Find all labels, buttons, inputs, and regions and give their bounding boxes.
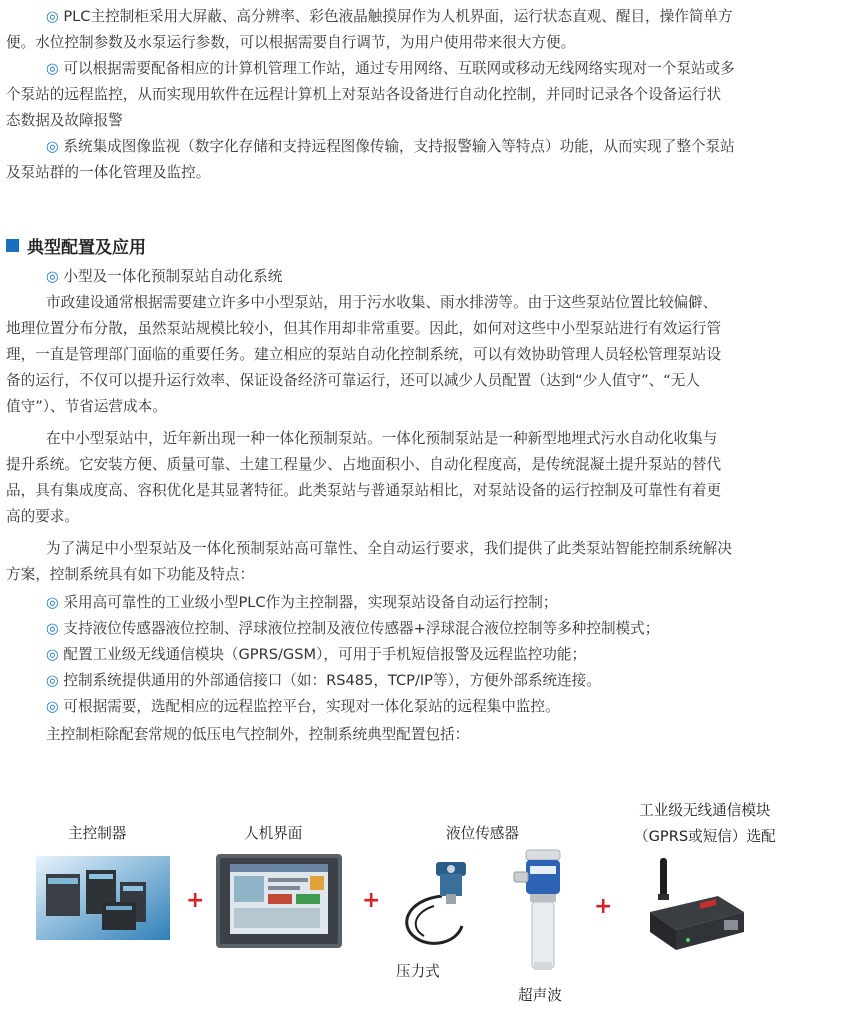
section-subtitle: ◎ 小型及一体化预制泵站自动化系统 bbox=[46, 268, 283, 285]
feature-item: ◎ 采用高可靠性的工业级小型PLC作为主控制器，实现泵站设备自动运行控制； bbox=[46, 594, 558, 611]
section-paragraph-2 bbox=[6, 426, 842, 530]
hmi-touchscreen-image bbox=[214, 852, 344, 950]
wireless-module-image bbox=[640, 856, 754, 960]
plus-icon: + bbox=[362, 888, 381, 913]
level-sensor-caption: 液位传感器 bbox=[446, 825, 519, 842]
feature-item: ◎ 控制系统提供通用的外部通信接口（如：RS485，TCP/IP等），方便外部系统连接。 bbox=[46, 672, 601, 689]
hmi-caption: 人机界面 bbox=[244, 825, 303, 842]
main-controller-caption: 主控制器 bbox=[68, 825, 127, 842]
heading-square-icon bbox=[6, 239, 19, 252]
section-p2-line-4: 高的要求。 bbox=[6, 508, 79, 525]
intro-p1-line-2: 便。水位控制参数及水泵运行参数，可以根据需要自行调节，为用户使用带来很大方便。 bbox=[6, 34, 576, 51]
section-paragraph-3 bbox=[6, 536, 842, 588]
section-p2-line-2: 提升系统。它安装方便、质量可靠、土建工程量少、占地面积小、自动化程度高，是传统混凝土提升泵站的替代 bbox=[6, 456, 722, 473]
plc-controller-image bbox=[36, 856, 170, 940]
section-p2-line-3: 品，具有集成度高、容积优化是其显著特征。此类泵站与普通泵站相比，对泵站设备的运行控制及可靠性有着更 bbox=[6, 482, 722, 499]
plus-icon: + bbox=[594, 894, 613, 919]
wireless-caption-line-2: （GPRS或短信）选配 bbox=[634, 828, 776, 845]
bullet-icon: ◎ bbox=[46, 698, 59, 715]
pressure-type-caption: 压力式 bbox=[396, 963, 440, 980]
intro-p3-line-2: 及泵站群的一体化管理及监控。 bbox=[6, 164, 211, 181]
bullet-icon: ◎ bbox=[46, 138, 59, 155]
section-p3-line-2: 方案，控制系统具有如下功能及特点： bbox=[6, 566, 255, 583]
section-p1-line-4: 备的运行，不仅可以提升运行效率、保证设备经济可靠运行，还可以减少人员配置（达到“少人值守”、“无人 bbox=[6, 372, 700, 389]
plus-icon: + bbox=[186, 888, 205, 913]
section-p3-line-1: 为了满足中小型泵站及一体化预制泵站高可靠性、全自动运行要求，我们提供了此类泵站智能控制系统解决 bbox=[46, 540, 732, 557]
section-paragraph-1 bbox=[6, 290, 842, 420]
intro-paragraph-2 bbox=[6, 56, 842, 134]
intro-p3-line-1: ◎ 系统集成图像监视（数字化存储和支持远程图像传输，支持报警输入等特点）功能，从而实现了整个泵站 bbox=[46, 138, 735, 155]
bullet-icon: ◎ bbox=[46, 268, 59, 285]
bullet-icon: ◎ bbox=[46, 620, 59, 637]
wireless-module-caption bbox=[634, 798, 776, 850]
feature-item: ◎ 支持液位传感器液位控制、浮球液位控制及液位传感器+浮球混合液位控制等多种控制模式； bbox=[46, 620, 660, 637]
section-p1-line-1: 市政建设通常根据需要建立许多中小型泵站，用于污水收集、雨水排涝等。由于这些泵站位置比较偏僻、 bbox=[46, 294, 718, 311]
config-intro-text: 主控制柜除配套常规的低压电气控制外，控制系统典型配置包括： bbox=[46, 726, 470, 743]
bullet-icon: ◎ bbox=[46, 672, 59, 689]
bullet-icon: ◎ bbox=[46, 594, 59, 611]
intro-p1-line-1: ◎ PLC主控制柜采用大屏蔽、高分辨率、彩色液晶触摸屏作为人机界面，运行状态直观、醒目，操作简单方 bbox=[46, 8, 733, 25]
feature-item: ◎ 可根据需要，选配相应的远程监控平台，实现对一体化泵站的远程集中监控。 bbox=[46, 698, 560, 715]
bullet-icon: ◎ bbox=[46, 8, 59, 25]
ultrasonic-sensor-image bbox=[512, 848, 572, 974]
pressure-sensor-image bbox=[396, 856, 492, 956]
intro-p2-line-3: 态数据及故障报警 bbox=[6, 112, 123, 129]
section-p1-line-2: 地理位置分布分散，虽然泵站规模比较小，但其作用却非常重要。因此，如何对这些中小型泵站进行有效运行管 bbox=[6, 320, 722, 337]
wireless-caption-line-1: 工业级无线通信模块 bbox=[639, 802, 771, 819]
bullet-icon: ◎ bbox=[46, 60, 59, 77]
section-p2-line-1: 在中小型泵站中，近年新出现一种一体化预制泵站。一体化预制泵站是一种新型地埋式污水自动化收集与 bbox=[46, 430, 718, 447]
intro-p2-line-2: 个泵站的远程监控，从而实现用软件在远程计算机上对泵站各设备进行自动化控制，并同时记录各个设备运行状 bbox=[6, 86, 722, 103]
section-heading bbox=[6, 232, 146, 258]
intro-paragraph-3 bbox=[6, 134, 842, 186]
section-p1-line-5: 值守”）、节省运营成本。 bbox=[6, 398, 167, 415]
section-title: 典型配置及应用 bbox=[27, 237, 146, 258]
bullet-icon: ◎ bbox=[46, 646, 59, 663]
section-p1-line-3: 理，一直是管理部门面临的重要任务。建立相应的泵站自动化控制系统，可以有效协助管理人员轻松管理泵站设 bbox=[6, 346, 722, 363]
ultrasonic-type-caption: 超声波 bbox=[518, 987, 562, 1004]
feature-item: ◎ 配置工业级无线通信模块（GPRS/GSM），可用于手机短信报警及远程监控功能； bbox=[46, 646, 587, 663]
intro-paragraph-1 bbox=[6, 4, 842, 56]
intro-p2-line-1: ◎ 可以根据需要配备相应的计算机管理工作站，通过专用网络、互联网或移动无线网络实现对一个泵站或多 bbox=[46, 60, 735, 77]
